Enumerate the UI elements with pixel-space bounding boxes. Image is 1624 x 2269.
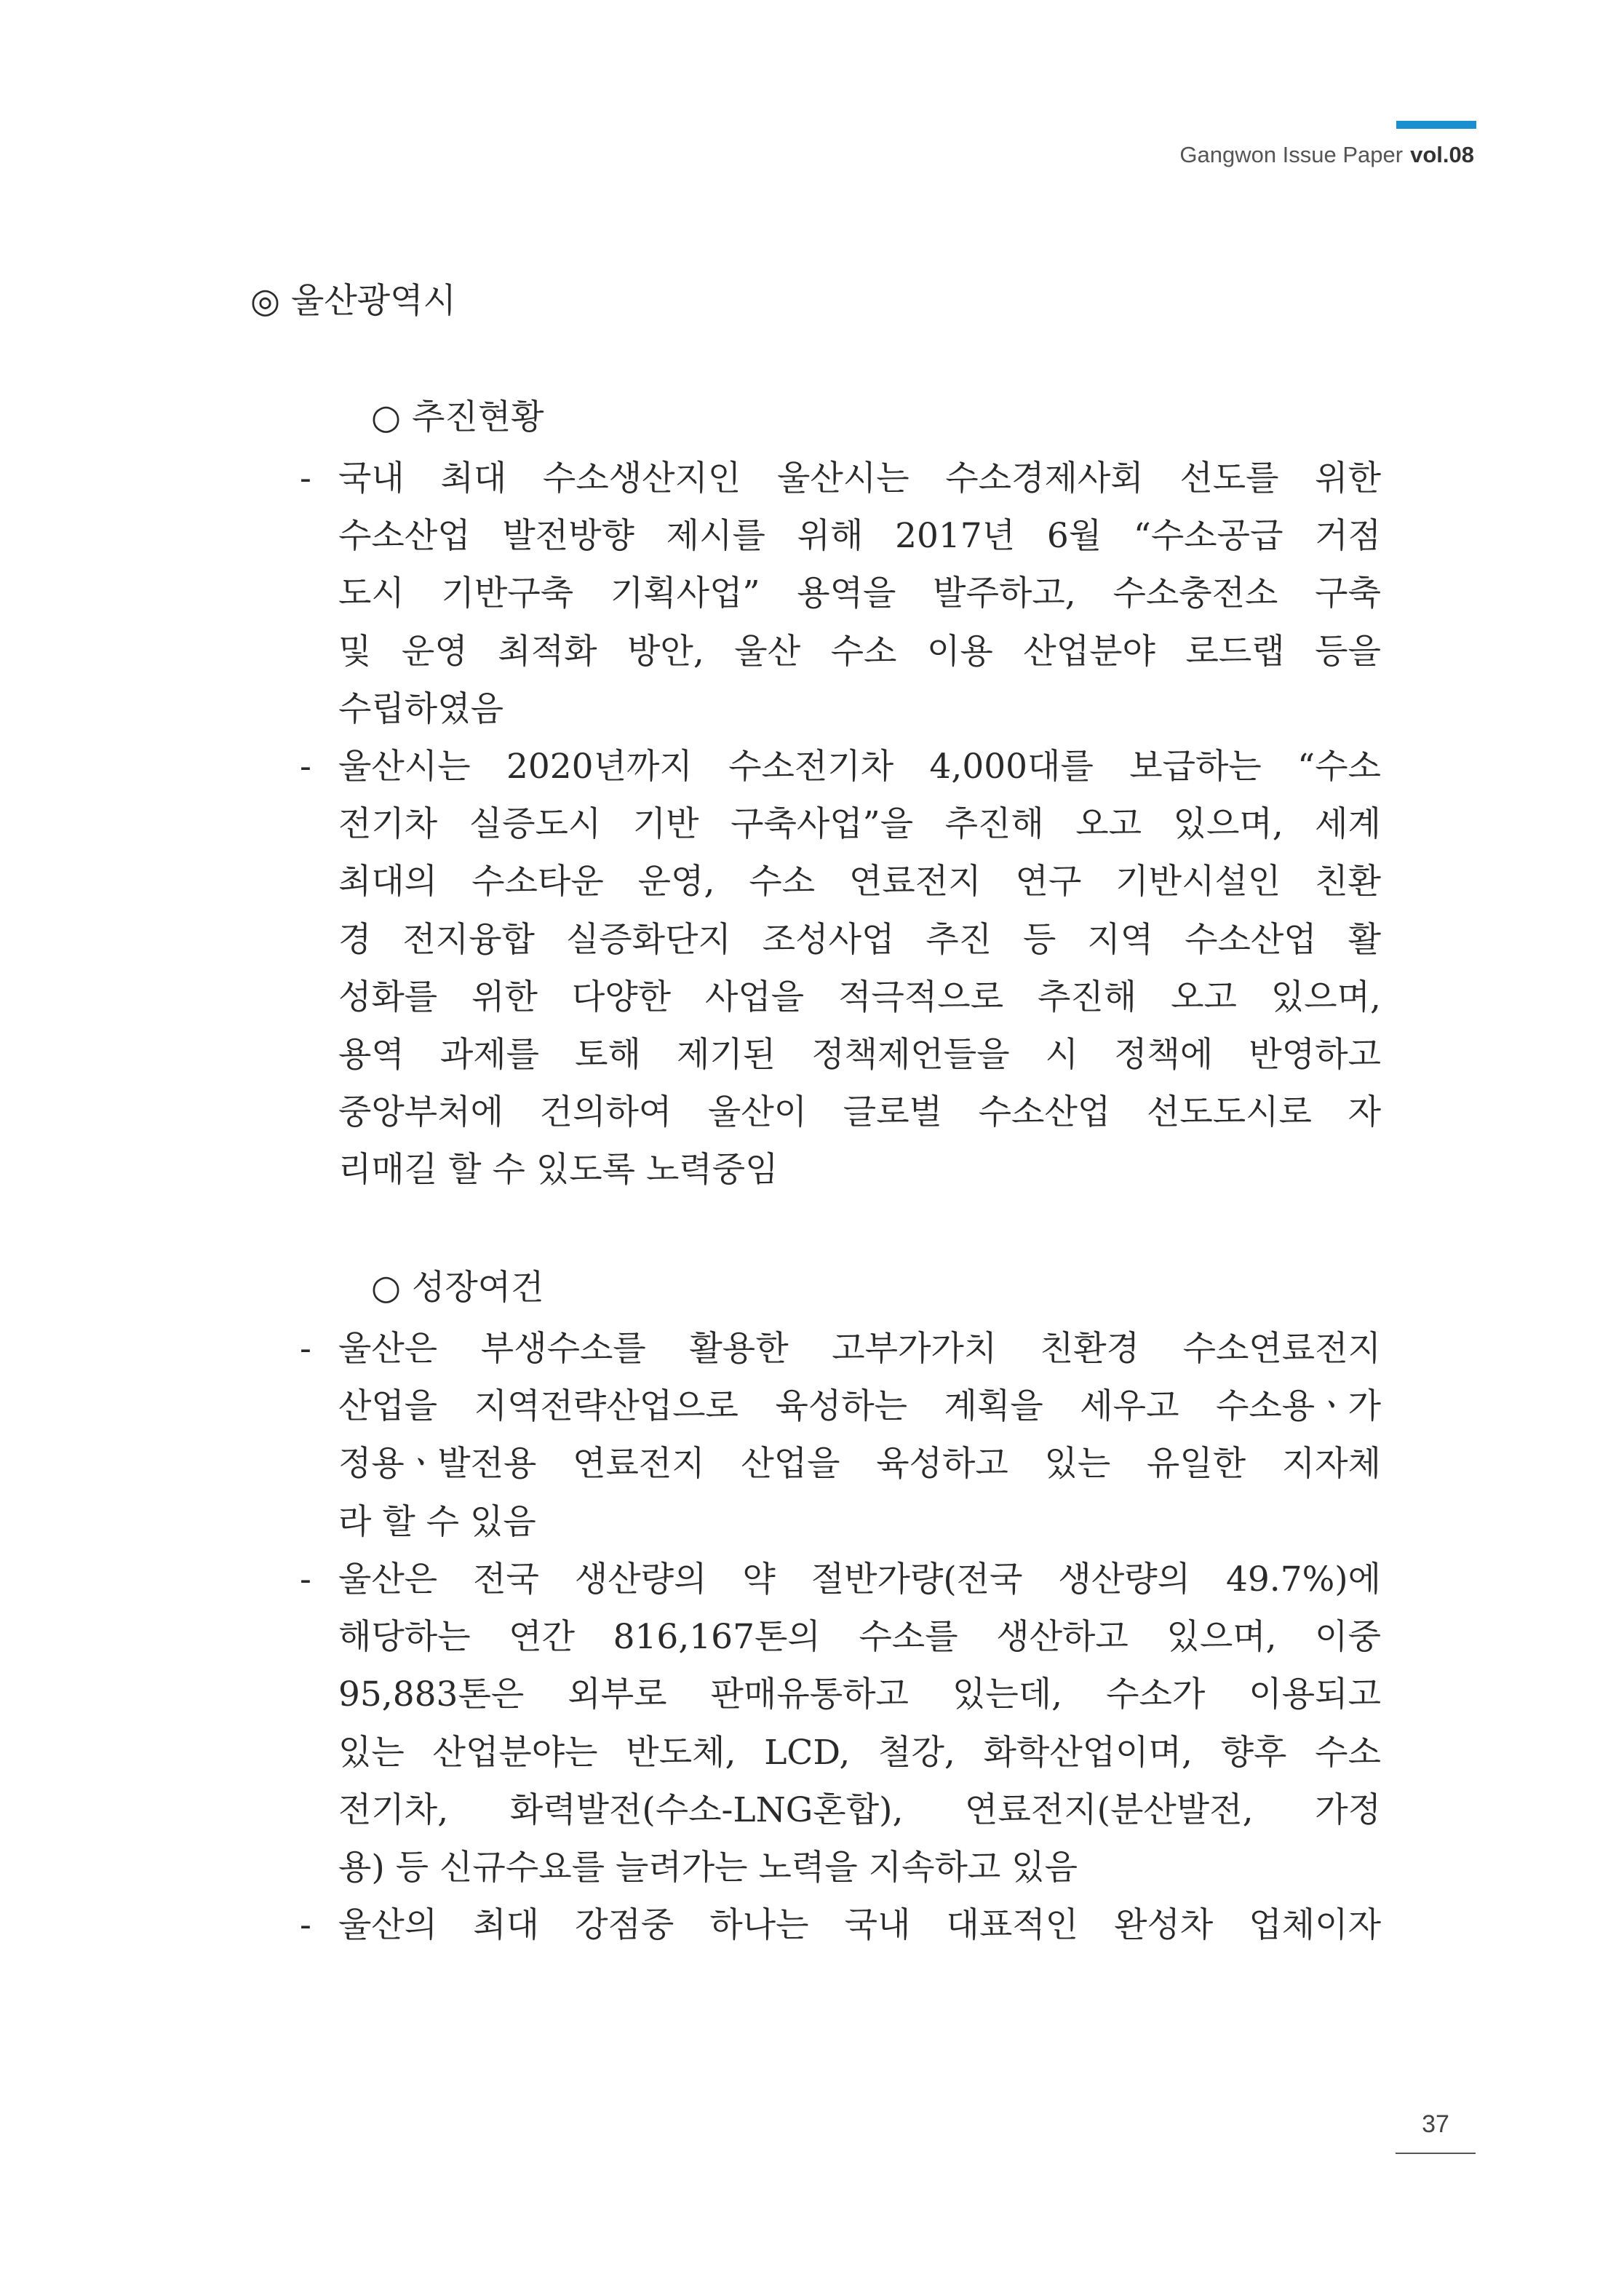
text-line: 최대의 수소타운 운영, 수소 연료전지 연구 기반시설인 친환 — [338, 862, 1381, 902]
text-line: 산업을 지역전략산업으로 육성하는 계획을 세우고 수소용ㆍ가 — [338, 1386, 1381, 1427]
text-line: 울산시는 2020년까지 수소전기차 4,000대를 보급하는 “수소 — [338, 747, 1381, 787]
text-line: 울산은 부생수소를 활용한 고부가가치 친환경 수소연료전지 — [338, 1329, 1381, 1369]
running-header — [1179, 142, 1474, 168]
publication-title: Gangwon Issue Paper — [1179, 142, 1404, 167]
text-line: 용) 등 신규수요를 늘려가는 노력을 지속하고 있음 — [338, 1848, 1078, 1888]
text-line: 국내 최대 수소생산지인 울산시는 수소경제사회 선도를 위한 — [338, 458, 1381, 498]
bullet-item — [300, 1896, 1381, 1954]
bullet-dash: - — [300, 458, 311, 498]
text-line: 정용ㆍ발전용 연료전지 산업을 육성하고 있는 유일한 지자체 — [338, 1444, 1381, 1485]
text-line: 해당하는 연간 816,167톤의 수소를 생산하고 있으며, 이중 — [338, 1617, 1381, 1658]
text-line: 성화를 위한 다양한 사업을 적극적으로 추진해 오고 있으며, — [338, 977, 1381, 1017]
volume-label: vol.08 — [1410, 142, 1474, 167]
page-number: 37 — [1422, 2110, 1449, 2138]
bullet-dash: - — [300, 1905, 311, 1945]
text-line: 전기차 실증도시 기반 구축사업”을 추진해 오고 있으며, 세계 — [338, 804, 1381, 845]
section-heading-status: ○ 추진현황 — [371, 397, 544, 437]
bullet-dash: - — [300, 1329, 311, 1369]
text-line: 경 전지융합 실증화단지 조성사업 추진 등 지역 수소산업 활 — [338, 919, 1381, 960]
bullet-dash: - — [300, 1559, 311, 1600]
text-line: 및 운영 최적화 방안, 울산 수소 이용 산업분야 로드랩 등을 — [338, 631, 1381, 672]
text-line: 수립하였음 — [338, 688, 504, 729]
text-line: 울산은 전국 생산량의 약 절반가량(전국 생산량의 49.7%)에 — [338, 1559, 1381, 1600]
page-number-rule — [1396, 2153, 1476, 2154]
text-line: 용역 과제를 토해 제기된 정책제언들을 시 정책에 반영하고 — [338, 1035, 1381, 1076]
bullet-dash: - — [300, 747, 311, 787]
bullet-item — [300, 738, 1381, 1199]
text-line: 전기차, 화력발전(수소-LNG혼합), 연료전지(분산발전, 가정 — [338, 1789, 1381, 1830]
text-line: 도시 기반구축 기획사업” 용역을 발주하고, 수소충전소 구축 — [338, 573, 1381, 614]
bullet-item — [300, 1320, 1381, 1551]
text-line: 있는 산업분야는 반도체, LCD, 철강, 화학산업이며, 향후 수소 — [338, 1732, 1381, 1773]
bullet-item — [300, 450, 1381, 738]
text-line: 수소산업 발전방향 제시를 위해 2017년 6월 “수소공급 거점 — [338, 516, 1381, 557]
region-heading: ◎ 울산광역시 — [250, 281, 456, 321]
text-line: 95,883톤은 외부로 판매유통하고 있는데, 수소가 이용되고 — [338, 1674, 1381, 1715]
text-line: 리매길 할 수 있도록 노력중임 — [338, 1150, 779, 1191]
bullet-item — [300, 1551, 1381, 1896]
text-line: 울산의 최대 강점중 하나는 국내 대표적인 완성차 업체이자 — [338, 1905, 1381, 1945]
text-line: 중앙부처에 건의하여 울산이 글로벌 수소산업 선도도시로 자 — [338, 1092, 1381, 1133]
text-line: 라 할 수 있음 — [338, 1501, 536, 1542]
section-heading-conditions: ○ 성장여건 — [371, 1268, 544, 1308]
header-accent-bar — [1396, 121, 1476, 129]
